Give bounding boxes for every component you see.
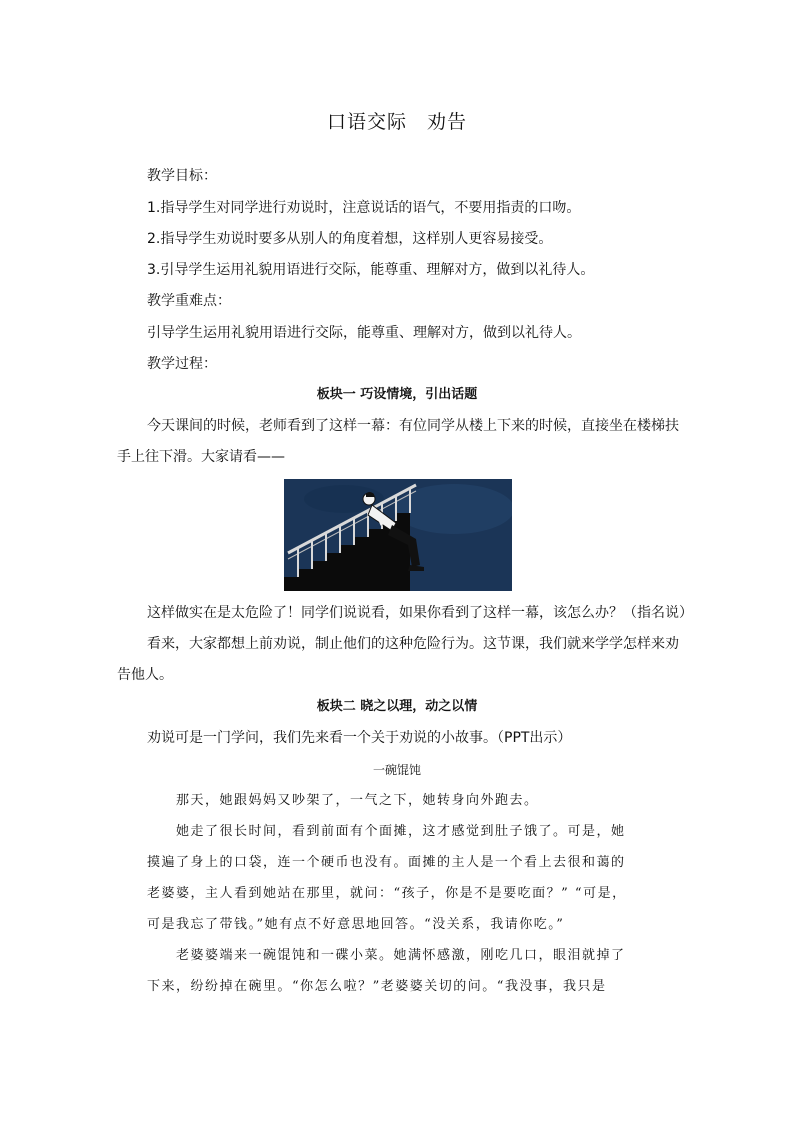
paragraph-line: 看来，大家都想上前劝说，制止他们的这种危险行为。这节课，我们就来学学怎样来劝 — [147, 636, 679, 652]
story-line: 摸遍了身上的口袋，连一个硬币也没有。面摊的主人是一个看上去很和蔼的 — [147, 855, 626, 870]
story-title: 一碗馄饨 — [372, 763, 421, 777]
story-line: 她走了很长时间，看到前面有个面摊，这才感觉到肚子饿了。可是，她 — [176, 824, 626, 839]
paragraph-line: 今天课间的时候，老师看到了这样一幕：有位同学从楼上下来的时候，直接坐在楼梯扶 — [147, 418, 679, 434]
key-points-text: 引导学生运用礼貌用语进行交际，能尊重、理解对方，做到以礼待人。 — [147, 325, 581, 341]
section1-heading: 板块一 巧设情境，引出话题 — [316, 387, 478, 402]
paragraph-line: 手上往下滑。大家请看—— — [117, 449, 285, 465]
objectives-label: 教学目标： — [147, 168, 217, 184]
paragraph-line: 劝说可是一门学问，我们先来看一个关于劝说的小故事。（PPT出示） — [147, 730, 572, 746]
page-title: 口语交际 劝告 — [326, 111, 467, 133]
story-line: 老婆婆，主人看到她站在那里，就问：“孩子，你是不是要吃面？” “可是， — [147, 886, 627, 901]
paragraph-line: 告他人。 — [117, 667, 173, 683]
story-line: 下来，纷纷掉在碗里。“你怎么啦？”老婆婆关切的问。“我没事，我只是 — [147, 979, 607, 994]
process-label: 教学过程： — [147, 356, 217, 372]
story-line: 老婆婆端来一碗馄饨和一碟小菜。她满怀感激，刚吃几口，眼泪就掉了 — [176, 948, 626, 963]
objective-item: 2.指导学生劝说时要多从别人的角度着想，这样别人更容易接受。 — [147, 231, 553, 247]
objective-item: 3.引导学生运用礼貌用语进行交际，能尊重、理解对方，做到以礼待人。 — [147, 262, 595, 278]
objective-item: 1.指导学生对同学进行劝说时，注意说话的语气，不要用指责的口吻。 — [147, 200, 581, 216]
key-points-label: 教学重难点： — [147, 293, 231, 309]
story-line: 那天，她跟妈妈又吵架了，一气之下，她转身向外跑去。 — [176, 793, 539, 808]
stair-railing-illustration — [284, 479, 512, 591]
section2-heading: 板块二 晓之以理，动之以情 — [316, 699, 478, 714]
story-line: 可是我忘了带钱。”她有点不好意思地回答。“没关系，我请你吃。” — [147, 917, 565, 932]
paragraph-line: 这样做实在是太危险了！同学们说说看，如果你看到了这样一幕，该怎么办？（指名说） — [147, 605, 693, 621]
